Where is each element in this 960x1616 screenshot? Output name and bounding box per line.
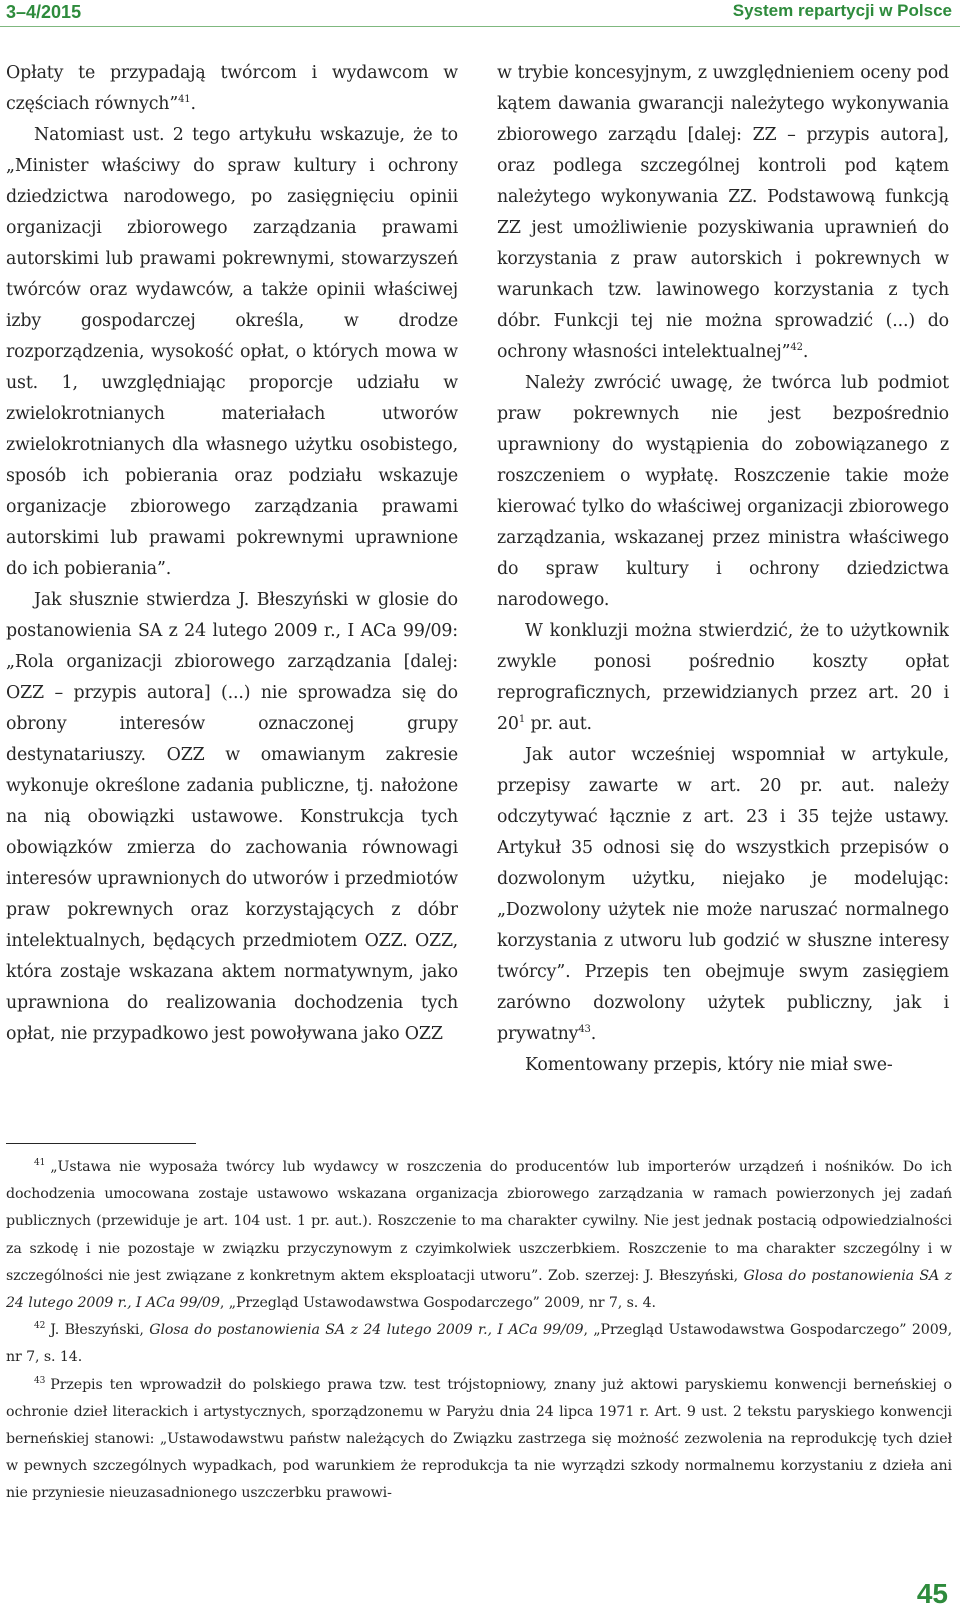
paragraph: Natomiast ust. 2 tego artykułu wskazuje, że to „Minister właściwy do spraw kultury i ochrony dziedzictwa narodowego, po zasięgnięciu opinii organizacji zbiorowego zarządzania prawami autorskimi lub prawami pokrewnymi, stowarzyszeń twórców oraz wydawców, a także opinii właściwej izby gospodarczej określa, w drodze rozporządzenia, wysokość opłat, o których mowa w ust. 1, uwzględniając proporcje udziału w zwielokrotnianych materiałach utworów zwielokrotnianych dla własnego użytku osobistego, sposób ich pobierania oraz podziału wskazuje organizacje zbiorowego zarządzania prawami autorskimi lub prawami pokrewnymi uprawnione do ich pobierania”. bbox=[6, 125, 458, 579]
running-header bbox=[0, 0, 960, 27]
page-number: 45 bbox=[916, 1578, 948, 1609]
footnote-number: 43 bbox=[34, 1375, 46, 1386]
footnote-ref[interactable]: 41 bbox=[178, 94, 191, 105]
footnote-ref[interactable]: 42 bbox=[790, 342, 803, 353]
paragraph: Jak słusznie stwierdza J. Błeszyński w glosie do postanowienia SA z 24 lutego 2009 r., I ACa 99/09: „Rola organizacji zbiorowego zarządzania [dalej: OZZ – przypis autora] (...) nie sprowadza się do obrony interesów oznaczonej grupy destynatariuszy. OZZ w omawianym zakresie wykonuje określone zadania publiczne, tj. nałożone na nią obowiązki ustawowe. Konstrukcja tych obowiązków zmierza do zachowania równowagi interesów uprawnionych do utworów i przedmiotów praw pokrewnych oraz korzystających z dóbr intelektualnych, będących przedmiotem OZZ. OZZ, która zostaje wskazana aktem normatywnym, jako uprawniona do realizowania dochodzenia tych opłat, nie przypadkowo jest powoływana jako OZZ bbox=[6, 590, 458, 1044]
footnote-number: 41 bbox=[34, 1158, 46, 1168]
paragraph: Komentowany przepis, który nie miał swe- bbox=[525, 1055, 893, 1075]
paragraph: Jak autor wcześniej wspomniał w artykule, przepisy zawarte w art. 20 pr. aut. należy odczytywać łącznie z art. 23 i 35 tejże ustawy. Artykuł 35 odnosi się do wszystkich przepisów o dozwolonym użytku, niejako je modelując: „Dozwolony użytek nie może naruszać normalnego korzystania z utworu lub godzić w słuszne interesy twórcy”. Przepis ten obejmuje swym zasięgiem zarówno dozwolony użytek publiczny, jak i prywatny$^{43}$. bbox=[497, 745, 949, 1044]
section-title: System repartycji w Polsce bbox=[732, 1, 952, 20]
left-column bbox=[6, 58, 458, 1128]
paragraph: Należy zwrócić uwagę, że twórca lub podmiot praw pokrewnych nie jest bezpośrednio uprawniony do wystąpienia do zobowiązanego z roszczeniem o wypłatę. Roszczenie takie może kierować tylko do właściwej organizacji zbiorowego zarządzania, wskazanej przez ministra właściwego do spraw kultury i ochrony dziedzictwa narodowego. bbox=[497, 373, 949, 610]
footnote-number: 42 bbox=[34, 1321, 46, 1332]
issue-number: 3–4/2015 bbox=[6, 2, 82, 22]
footnotes bbox=[6, 1154, 952, 1540]
paragraph: w trybie koncesyjnym, z uwzględnieniem oceny pod kątem dawania gwarancji należytego wykonywania zbiorowego zarządu [dalej: ZZ – przypis autora], oraz podlega szczególnej kontroli pod kątem należytego wykonywania ZZ. Podstawową funkcją ZZ jest umożliwienie pozyskiwania uprawnień do korzystania z praw autorskich i pokrewnych w warunkach tzw. lawinowego korzystania z tych dóbr. Funkcji tej nie można sprowadzić (...) do ochrony własności intelektualnej”$^{42}$. bbox=[497, 63, 949, 362]
right-column bbox=[497, 58, 949, 1128]
footnote: $^{42}$ J. Błeszyński, Glosa do postanowienia SA z 24 lutego 2009 r., I ACa 99/09, „Przegląd Ustawodawstwa Gospodarczego” 2009, nr 7, s. 14. bbox=[6, 1321, 952, 1366]
footnote: $^{43}$ Przepis ten wprowadził do polskiego prawa tzw. test trójstopniowy, znany już aktowi paryskiemu konwencji berneńskiej o ochronie dzieł literackich i artystycznych, sporządzonemu w Paryżu dnia 24 lipca 1971 r. Art. 9 ust. 2 tekstu paryskiego konwencji berneńskiej stanowi: „Ustawodawstwu państw należących do Związku zastrzega się możność zezwolenia na reprodukcję tych dzieł w pewnych szczególnych wypadkach, pod warunkiem że reprodukcja ta nie wyrządzi szkody normalnemu korzystaniu z dzieła ani nie przyniesie nieuzasadnionego uszczerbku prawowi- bbox=[6, 1375, 952, 1502]
footnote: $^{41}$ „Ustawa nie wyposaża twórcy lub wydawcy w roszczenia do producentów lub importerów urządzeń i nośników. Do ich dochodzenia umocowana zostaje ustawowo wskazana organizacja zbiorowego zarządzania w ramach powierzonych jej zadań publicznych (przewiduje je art. 104 ust. 1 pr. aut.). Roszczenie to ma charakter cywilny. Nie jest jednak postacią odpowiedzialności za szkodę i nie pozostaje w związku przyczynowym z czyimkolwiek uszczerbkiem. Roszczenie to ma charakter szczególny i w szczególności nie jest związane z konkretnym aktem eksploatacji utworu”. Zob. szerzej: J. Błeszyński, Glosa do postanowienia SA z 24 lutego 2009 r., I ACa 99/09, „Przegląd Ustawodawstwa Gospodarczego” 2009, nr 7, s. 4. bbox=[6, 1158, 952, 1312]
paragraph: Opłaty te przypadają twórcom i wydawcom w częściach równych”$^{41}$. bbox=[6, 63, 458, 114]
superscript: 1 bbox=[518, 714, 526, 725]
footnote-separator bbox=[6, 1143, 196, 1144]
footnote-ref[interactable]: 43 bbox=[578, 1024, 591, 1035]
paragraph: W konkluzji można stwierdzić, że to użytkownik zwykle ponosi pośrednio koszty opłat reprograficznych, przewidzianych przez art. 20 i $20^1$ pr. aut. bbox=[497, 621, 949, 734]
